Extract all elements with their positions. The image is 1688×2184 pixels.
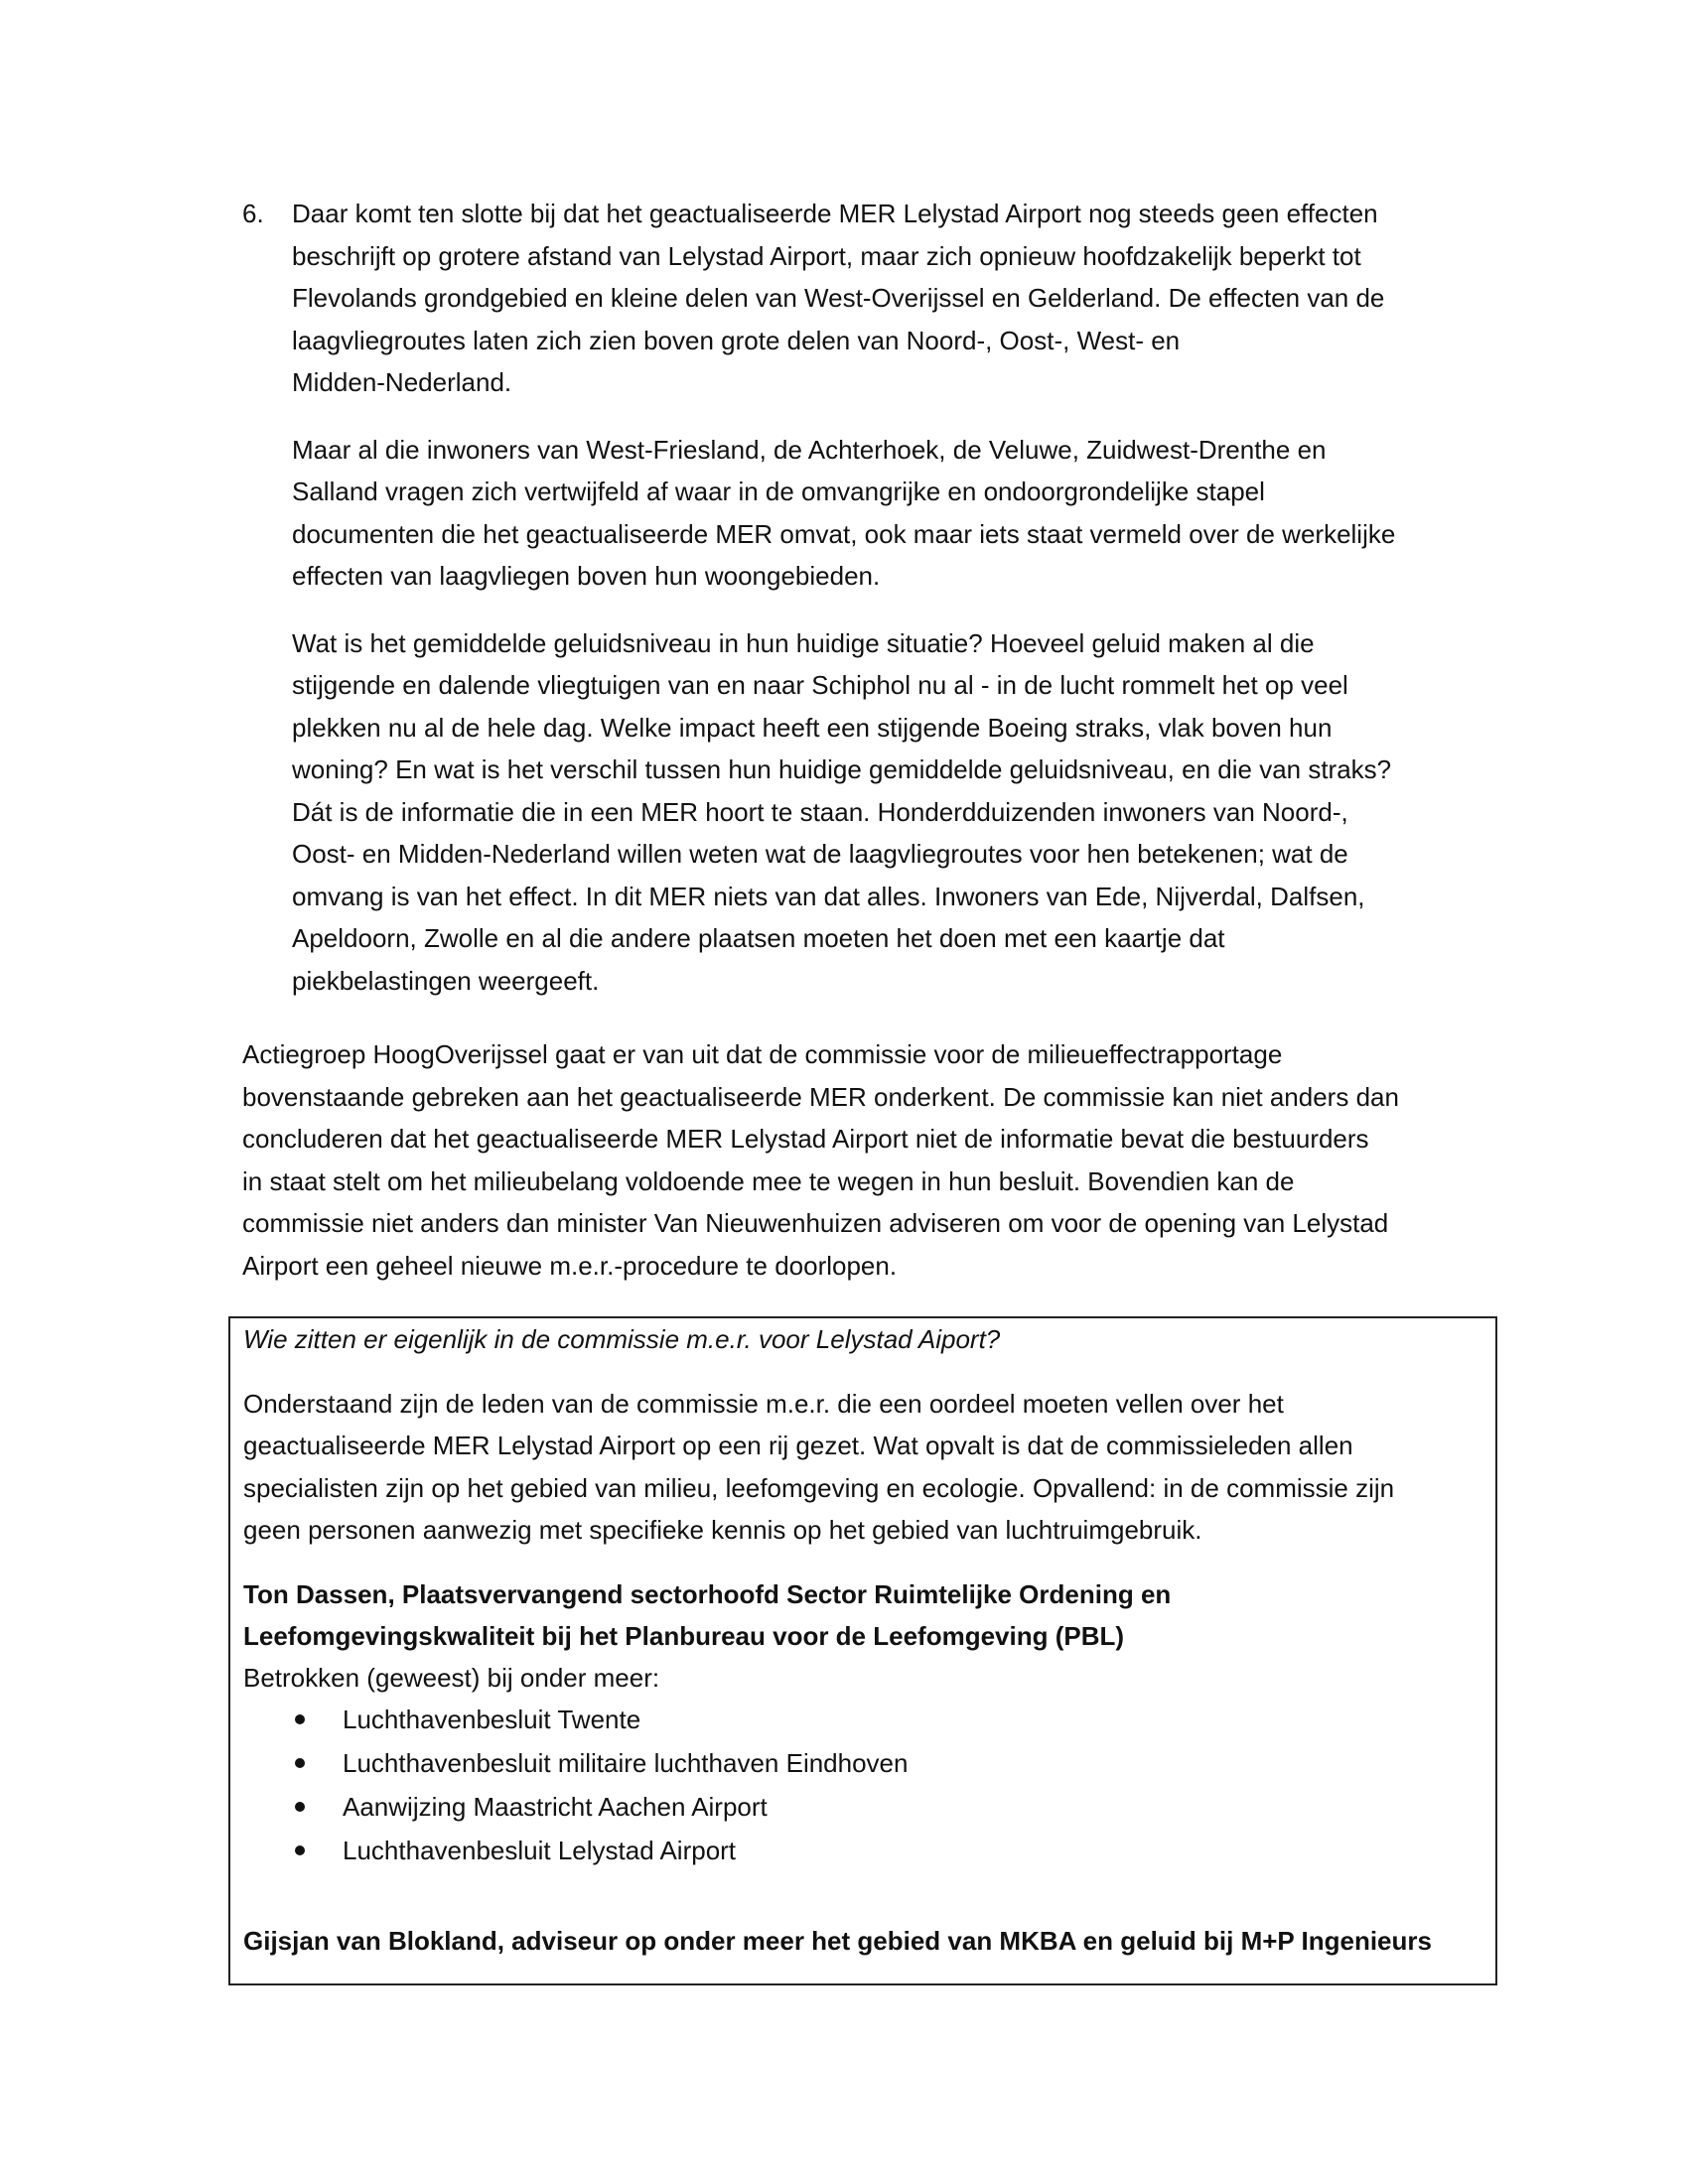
text-line: geactualiseerde MER Lelystad Airport op een rij gezet. Wat opvalt is dat de commissieleden allen bbox=[243, 1431, 1353, 1460]
text-line: Gijsjan van Blokland, adviseur op onder meer het gebied van MKBA en geluid bij M+P Ingenieurs bbox=[243, 1925, 1432, 1956]
project-label: Luchthavenbesluit militaire luchthaven Eindhoven bbox=[343, 1747, 909, 1778]
numbered-item-6 bbox=[242, 193, 1493, 1002]
box-content bbox=[243, 1318, 1484, 1962]
text-line: Midden-Nederland. bbox=[292, 367, 512, 397]
text-line: omvang is van het effect. In dit MER niets van dat alles. Inwoners van Ede, Nijverdal, Dalfsen, bbox=[292, 881, 1365, 911]
text-line: Flevolands grondgebied en kleine delen van West-Overijssel en Gelderland. De effecten van de bbox=[292, 283, 1385, 313]
text-line: Oost- en Midden-Nederland willen weten wat de laagvliegroutes voor hen betekenen; wat de bbox=[292, 839, 1348, 869]
text-line: documenten die het geactualiseerde MER omvat, ook maar iets staat vermeld over de werkelijke bbox=[292, 518, 1396, 549]
item-number: 6. bbox=[242, 199, 264, 228]
list-item bbox=[243, 1785, 1484, 1829]
bullet-icon bbox=[295, 1714, 305, 1724]
conclusion-section bbox=[242, 1033, 1493, 1287]
list-item bbox=[243, 1741, 1484, 1785]
bullet-icon bbox=[295, 1758, 305, 1768]
text-line: Ton Dassen, Plaatsvervangend sectorhoofd Sector Ruimtelijke Ordening en bbox=[243, 1578, 1172, 1609]
text-line: in staat stelt om het milieubelang voldoende mee te wegen in hun besluit. Bovendien kan de bbox=[242, 1165, 1295, 1196]
text-line: laagvliegroutes laten zich zien boven grote delen van Noord-, Oost-, West- en bbox=[292, 325, 1181, 355]
list-item bbox=[243, 1698, 1484, 1741]
text-line: Leefomgevingskwaliteit bij het Planbureau voor de Leefomgeving (PBL) bbox=[243, 1621, 1125, 1651]
text-line: effecten van laagvliegen boven hun woongebieden. bbox=[292, 561, 881, 591]
paragraph-noise-questions bbox=[292, 622, 1493, 1003]
list-item bbox=[243, 1829, 1484, 1872]
member-gijsjan-van-blokland-name bbox=[243, 1920, 1484, 1963]
text-line: Airport een geheel nieuwe m.e.r.-procedure te doorlopen. bbox=[242, 1250, 898, 1281]
text-line: Salland vragen zich vertwijfeld af waar in de omvangrijke en ondoorgrondelijke stapel bbox=[292, 477, 1265, 506]
text-line: plekken nu al de hele dag. Welke impact heeft een stijgende Boeing straks, vlak boven hun bbox=[292, 712, 1333, 743]
text-line: geen personen aanwezig met specifieke kennis op het gebied van luchtruimgebruik. bbox=[243, 1515, 1202, 1545]
member-involved-label bbox=[243, 1658, 1484, 1698]
question-text: Wie zitten er eigenlijk in de commissie m.e.r. voor Lelystad Aiport? bbox=[243, 1324, 1001, 1354]
bullet-icon bbox=[295, 1802, 305, 1812]
text-line: Dát is de informatie die in een MER hoort te staan. Honderdduizenden inwoners van Noord-, bbox=[292, 796, 1348, 827]
text-line: stijgende en dalende vliegtuigen van en naar Schiphol nu al - in de lucht rommelt het op veel bbox=[292, 670, 1348, 700]
text-line: Apeldoorn, Zwolle en al die andere plaatsen moeten het doen met een kaartje dat bbox=[292, 923, 1225, 953]
text-line: Daar komt ten slotte bij dat het geactualiseerde MER Lelystad Airport nog steeds geen effecten bbox=[292, 199, 1378, 228]
project-label: Luchthavenbesluit Lelystad Airport bbox=[343, 1835, 737, 1865]
paragraph-conclusion bbox=[242, 1033, 1493, 1287]
text-line: beschrijft op grotere afstand van Lelystad Airport, maar zich opnieuw hoofdzakelijk beperkt tot bbox=[292, 240, 1361, 271]
bullet-icon bbox=[295, 1845, 305, 1855]
text-line: concluderen dat het geactualiseerde MER Lelystad Airport niet de informatie bevat die bestuurders bbox=[242, 1124, 1369, 1154]
project-list bbox=[243, 1698, 1484, 1872]
member-ton-dassen-name bbox=[243, 1573, 1484, 1658]
text-line: Actiegroep HoogOverijssel gaat er van uit dat de commissie voor de milieueffectrapportage bbox=[242, 1039, 1283, 1069]
text-line: specialisten zijn op het gebied van milieu, leefomgeving en ecologie. Opvallend: in de commissie zijn bbox=[243, 1472, 1395, 1503]
text-line: commissie niet anders dan minister Van Nieuwenhuizen adviseren om voor de opening van Lelystad bbox=[242, 1208, 1389, 1238]
text-line: piekbelastingen weergeeft. bbox=[292, 965, 600, 996]
text-line: bovenstaande gebreken aan het geactualiseerde MER onderkent. De commissie kan niet anders dan bbox=[242, 1081, 1399, 1112]
text-line: Maar al die inwoners van West-Friesland, de Achterhoek, de Veluwe, Zuidwest-Drenthe en bbox=[292, 434, 1327, 465]
commission-members-box bbox=[228, 1316, 1497, 1985]
text-line: Onderstaand zijn de leden van de commissie m.e.r. die een oordeel moeten vellen over het bbox=[243, 1388, 1284, 1419]
box-question bbox=[243, 1318, 1484, 1361]
text-line: woning? En wat is het verschil tussen hun huidige gemiddelde geluidsniveau, en die van straks? bbox=[292, 754, 1392, 784]
item-body bbox=[292, 193, 1493, 1002]
paragraph-effects-distance bbox=[292, 193, 1493, 404]
box-intro bbox=[243, 1383, 1484, 1552]
project-label: Aanwijzing Maastricht Aachen Airport bbox=[343, 1791, 768, 1822]
text-line: Wat is het gemiddelde geluidsniveau in hun huidige situatie? Hoeveel geluid maken al die bbox=[292, 627, 1315, 658]
involved-text: Betrokken (geweest) bij onder meer: bbox=[243, 1662, 660, 1693]
paragraph-residents bbox=[292, 429, 1493, 598]
project-label: Luchthavenbesluit Twente bbox=[343, 1704, 641, 1734]
